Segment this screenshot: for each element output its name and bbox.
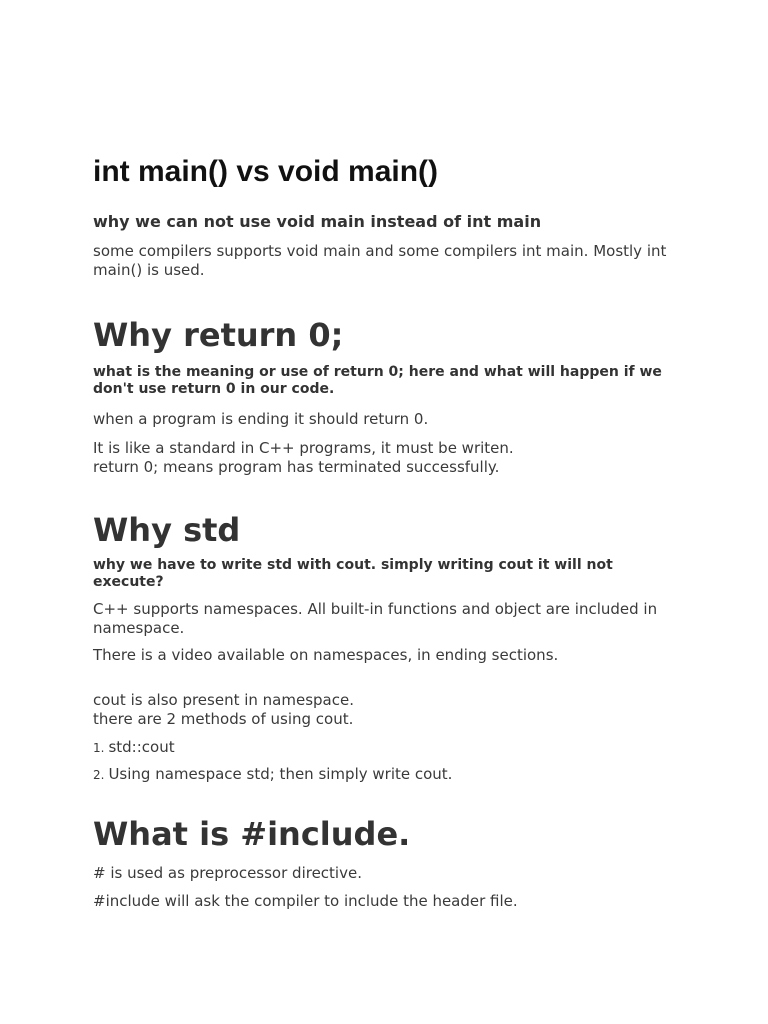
list-item-number: 2. — [93, 768, 105, 782]
list-item-text: Using namespace std; then simply write cout. — [108, 765, 453, 783]
list-item — [93, 765, 452, 785]
section-heading-return-0: Why return 0; — [93, 316, 344, 354]
section-question-why-std: why we have to write std with cout. simply writing cout it will not execute? — [93, 557, 613, 590]
section-paragraph: It is like a standard in C++ programs, it must be writen. — [93, 439, 514, 457]
section-paragraph: # is used as preprocessor directive. — [93, 864, 362, 882]
section-heading-include: What is #include. — [93, 815, 411, 853]
section-heading-why-std: Why std — [93, 511, 241, 549]
section-question-int-main: why we can not use void main instead of int main — [93, 212, 542, 231]
section-paragraph: #include will ask the compiler to include the header file. — [93, 892, 518, 910]
list-item-text: std::cout — [108, 738, 175, 756]
section-paragraph: there are 2 methods of using cout. — [93, 710, 354, 728]
list-item — [93, 738, 175, 758]
section-heading-int-main: int main() vs void main() — [93, 155, 439, 188]
section-paragraph: return 0; means program has terminated successfully. — [93, 458, 500, 476]
list-item-number: 1. — [93, 741, 105, 755]
section-paragraph: C++ supports namespaces. All built-in functions and object are included in namespace. — [93, 600, 658, 637]
section-paragraph: when a program is ending it should return 0. — [93, 410, 429, 428]
section-paragraph: cout is also present in namespace. — [93, 691, 354, 709]
section-question-return-0: what is the meaning or use of return 0; here and what will happen if we don't use return 0 in our code. — [93, 364, 662, 397]
section-paragraph: There is a video available on namespaces, in ending sections. — [93, 646, 559, 664]
section-paragraph: some compilers supports void main and some compilers int main. Mostly int main() is used. — [93, 242, 667, 279]
